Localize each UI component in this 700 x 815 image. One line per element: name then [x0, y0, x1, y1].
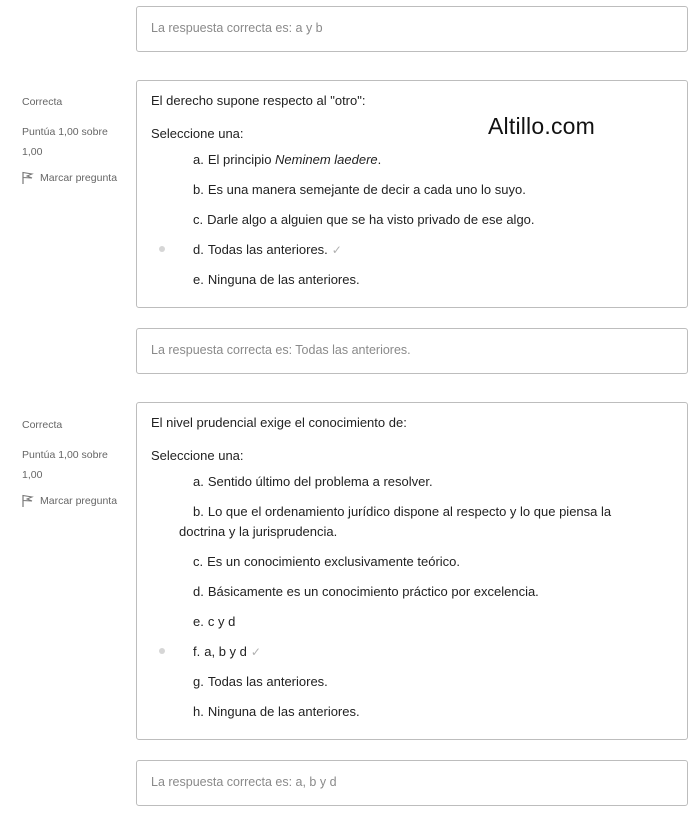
- question-box-2: [136, 402, 688, 740]
- option-b[interactable]: b. Es una manera semejante de decir a cada uno lo suyo.: [193, 182, 526, 197]
- question-state: Correcta: [22, 96, 63, 108]
- feedback-box-1: [136, 328, 688, 374]
- watermark-text: Altillo.com: [488, 113, 596, 139]
- option-d[interactable]: d. Básicamente es un conocimiento práctico por excelencia.: [193, 584, 539, 599]
- question-text: El nivel prudencial exige el conocimiento de:: [151, 415, 407, 430]
- question-info-1: [22, 92, 122, 188]
- feedback-box-previous: [136, 6, 688, 52]
- selected-radio-dot[interactable]: [159, 246, 165, 252]
- correct-answer-text: La respuesta correcta es: a, b y d: [151, 775, 337, 789]
- question-state: Correcta: [22, 419, 63, 431]
- option-d[interactable]: d. Todas las anteriores. ✓: [193, 235, 673, 265]
- select-one-prompt: Seleccione una:: [151, 126, 244, 141]
- flag-question-link[interactable]: [22, 491, 122, 511]
- option-e[interactable]: e. Ninguna de las anteriores.: [193, 272, 360, 287]
- question-grade: Puntúa 1,00 sobre 1,00: [22, 449, 108, 481]
- option-c[interactable]: c. Darle algo a alguien que se ha visto privado de ese algo.: [193, 212, 535, 227]
- flag-label: Marcar pregunta: [40, 172, 118, 184]
- option-e[interactable]: e. c y d: [193, 614, 236, 629]
- check-icon: ✓: [331, 243, 342, 257]
- correct-answer-text: La respuesta correcta es: Todas las anteriores.: [151, 343, 411, 357]
- flag-icon: [22, 171, 34, 185]
- option-f[interactable]: f. a, b y d ✓: [193, 637, 673, 667]
- flag-label: Marcar pregunta: [40, 495, 118, 507]
- option-g[interactable]: g. Todas las anteriores.: [193, 674, 328, 689]
- option-h[interactable]: h. Ninguna de las anteriores.: [193, 704, 360, 719]
- check-icon: ✓: [250, 645, 261, 659]
- flag-icon: [22, 494, 34, 508]
- option-c[interactable]: c. Es un conocimiento exclusivamente teórico.: [193, 554, 461, 569]
- selected-radio-dot[interactable]: [159, 648, 165, 654]
- flag-question-link[interactable]: [22, 168, 122, 188]
- feedback-box-2: [136, 760, 688, 806]
- question-grade: Puntúa 1,00 sobre 1,00: [22, 126, 108, 158]
- latin-phrase: Neminem laedere: [275, 152, 378, 167]
- option-a[interactable]: a. Sentido último del problema a resolver.: [193, 474, 433, 489]
- option-a[interactable]: a. El principio Neminem laedere.: [193, 152, 382, 167]
- question-info-2: [22, 415, 122, 511]
- option-b[interactable]: b. Lo que el ordenamiento jurídico dispone al respecto y lo que piensa la doctrina y la jurisprudencia.: [179, 504, 612, 539]
- question-box-1: [136, 80, 688, 308]
- correct-answer-text: La respuesta correcta es: a y b: [151, 21, 323, 35]
- select-one-prompt: Seleccione una:: [151, 448, 244, 463]
- question-text: El derecho supone respecto al "otro":: [151, 93, 366, 108]
